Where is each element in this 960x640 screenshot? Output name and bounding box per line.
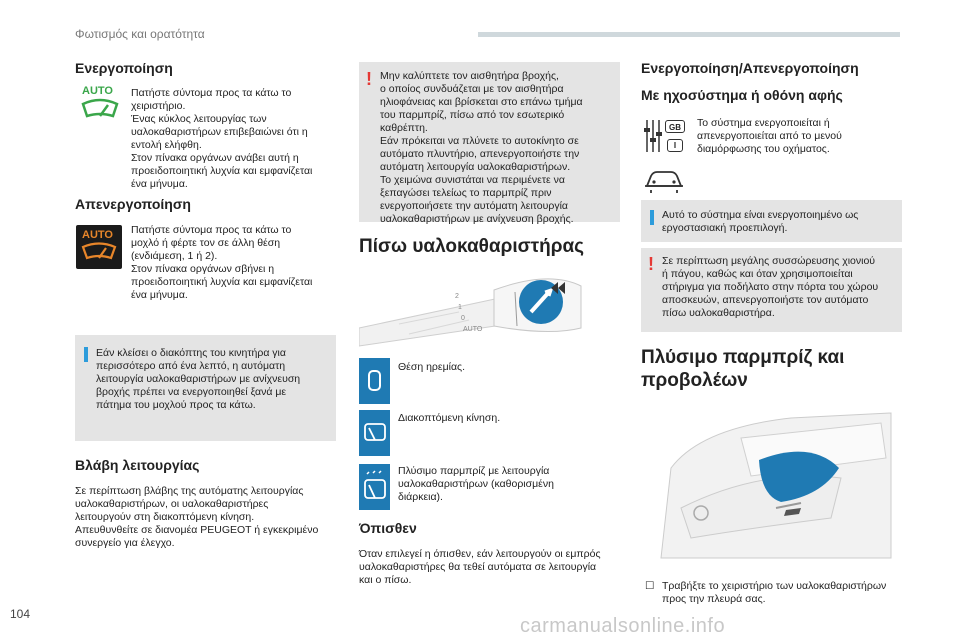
auto-icon-label: AUTO <box>82 85 113 97</box>
deactivation-title: Απενεργοποίηση <box>75 196 191 212</box>
factory-info-text: Αυτό το σύστημα είναι ενεργοποιημένο ως εργοστασιακή προεπιλογή. <box>662 209 859 234</box>
headlamp-wash-illustration <box>641 398 901 568</box>
stalk-label-2: 2 <box>455 293 459 300</box>
fault-title: Βλάβη λειτουργίας <box>75 457 200 473</box>
page-number: 104 <box>10 607 31 621</box>
intermittent-wiper-icon <box>363 422 387 444</box>
info-i-icon: I <box>667 139 683 152</box>
warning-icon: ! <box>366 69 372 89</box>
header-title: Φωτισμός και ορατότητα <box>75 27 205 41</box>
stalk-label-1: 1 <box>458 304 462 311</box>
step-marker: ☐ <box>645 580 655 592</box>
intermittent-icon <box>359 410 390 456</box>
watermark: carmanualsonline.info <box>520 615 726 637</box>
wiper-icon <box>80 98 120 122</box>
header-rule <box>478 32 900 37</box>
reverse-title: Όπισθεν <box>359 520 417 536</box>
activation-text: Πατήστε σύντομα προς τα κάτω το χειριστήριο. Ένας κύκλος λειτουργίας των υαλοκαθαριστήρων επιβεβαιώνει ότι η εντολή ελήφθη. Στον πίνακα οργάνων ανάβει αυτή η προειδοποιητική λυχνία και εμφανίζεται ένα μήνυμα. <box>131 87 313 190</box>
info-text: Εάν κλείσει ο διακόπτης του κινητήρα για περισσότερο από ένα λεπτό, η αυτόματη λειτουργία υαλοκαθαριστήρων με ανίχνευση βροχής πρέπει να ενεργοποιηθεί ξανά με πάτημα του μοχλού προς τα κάτω. <box>96 347 301 411</box>
snow-warning-text: Σε περίπτωση μεγάλης συσσώρευσης χιονιού ή πάγου, καθώς και όταν χρησιμοποιείται στήριγμα για ποδήλατο στην πόρτα του χώρου αποσκευών, απενεργοποιήστε τον αυτόματο πίσω υαλοκαθαριστήρα. <box>662 255 879 319</box>
sliders-icon <box>643 120 663 152</box>
info-icon <box>650 210 654 225</box>
car-icon <box>643 168 685 194</box>
intermittent-text: Διακοπτόμενη κίνηση. <box>398 412 501 424</box>
info-box <box>75 335 336 441</box>
info-box-factory <box>641 200 902 242</box>
wash-text: Πλύσιμο παρμπρίζ με λειτουργία υαλοκαθαριστήρων (καθορισμένη διάρκεια). <box>398 465 554 503</box>
activation-title: Ενεργοποίηση <box>75 60 173 76</box>
wash-title: Πλύσιμο παρμπρίζ και προβολέων <box>641 347 845 391</box>
auto-wiper-green-icon <box>80 86 122 122</box>
audio-title: Με ηχοσύστημα ή οθόνη αφής <box>641 87 843 103</box>
language-gb-icon: GB <box>665 120 685 133</box>
stalk-label-0: 0 <box>461 315 465 322</box>
rest-text: Θέση ηρεμίας. <box>398 361 466 373</box>
auto-wiper-orange-icon <box>76 225 122 269</box>
rear-wiper-title: Πίσω υαλοκαθαριστήρας <box>359 236 585 257</box>
warning-text: Μην καλύπτετε τον αισθητήρα βροχής, ο οποίος συνδυάζεται με τον αισθητήρα ηλιοφάνειας και βρίσκεται στο επάνω τμήμα του παρμπρίζ, πίσω από τον εσωτερικό καθρέπτη. Εάν πρόκειται να πλύνετε το αυτοκίνητο σε αυτόματο πλυντήριο, απενεργοποιήστε την αυτόματη λειτουργία υαλοκαθαριστήρων. Το χειμώνα συνιστάται να περιμένετε να ξεπαγώσει τελείως το παρμπρίζ πριν ενεργοποιήσετε την αυτόματη λειτουργία υαλοκαθαριστήρων με ανίχνευση βροχής. <box>380 70 583 225</box>
rear-wiper-stalk-illustration <box>359 268 619 350</box>
warning-box-snow <box>641 248 902 332</box>
wash-icon <box>359 464 390 510</box>
auto-icon-label-orange: AUTO <box>82 229 113 241</box>
wiper-icon-orange <box>80 242 118 264</box>
stalk-label-auto: AUTO <box>463 326 483 333</box>
rest-position-icon <box>359 358 390 404</box>
fault-text: Σε περίπτωση βλάβης της αυτόματης λειτουργίας υαλοκαθαριστήρων, οι υαλοκαθαριστήρες λειτουργούν στη διακοπτόμενη κίνηση. Απευθυνθείτε σε διανομέα PEUGEOT ή εγκεκριμένο συνεργείο για έλεγχο. <box>75 485 319 549</box>
rear-window-icon <box>368 370 381 391</box>
wash-step-text: Τραβήξτε το χειριστήριο των υαλοκαθαριστήρων προς την πλευρά σας. <box>662 580 887 605</box>
reverse-text: Όταν επιλεγεί η όπισθεν, εάν λειτουργούν οι εμπρός υαλοκαθαριστήρες θα τεθεί αυτόματα σε λειτουργία και ο πίσω. <box>359 548 601 586</box>
settings-menu-icon <box>643 118 689 156</box>
deactivation-text: Πατήστε σύντομα προς τα κάτω το μοχλό ή φέρτε τον σε άλλη θέση (ενδιάμεση, 1 ή 2). Στον πίνακα οργάνων σβήνει η προειδοποιητική λυχνία και εμφανίζεται ένα μήνυμα. <box>131 224 313 301</box>
audio-text: Το σύστημα ενεργοποιείται ή απενεργοποιείται από το μενού διαμόρφωσης του οχήματος. <box>697 117 842 155</box>
washer-spray-icon <box>363 470 387 504</box>
warning-icon: ! <box>648 254 654 274</box>
info-icon <box>84 347 88 362</box>
warning-box <box>359 62 620 225</box>
toggle-title: Ενεργοποίηση/Απενεργοποίηση <box>641 60 859 76</box>
